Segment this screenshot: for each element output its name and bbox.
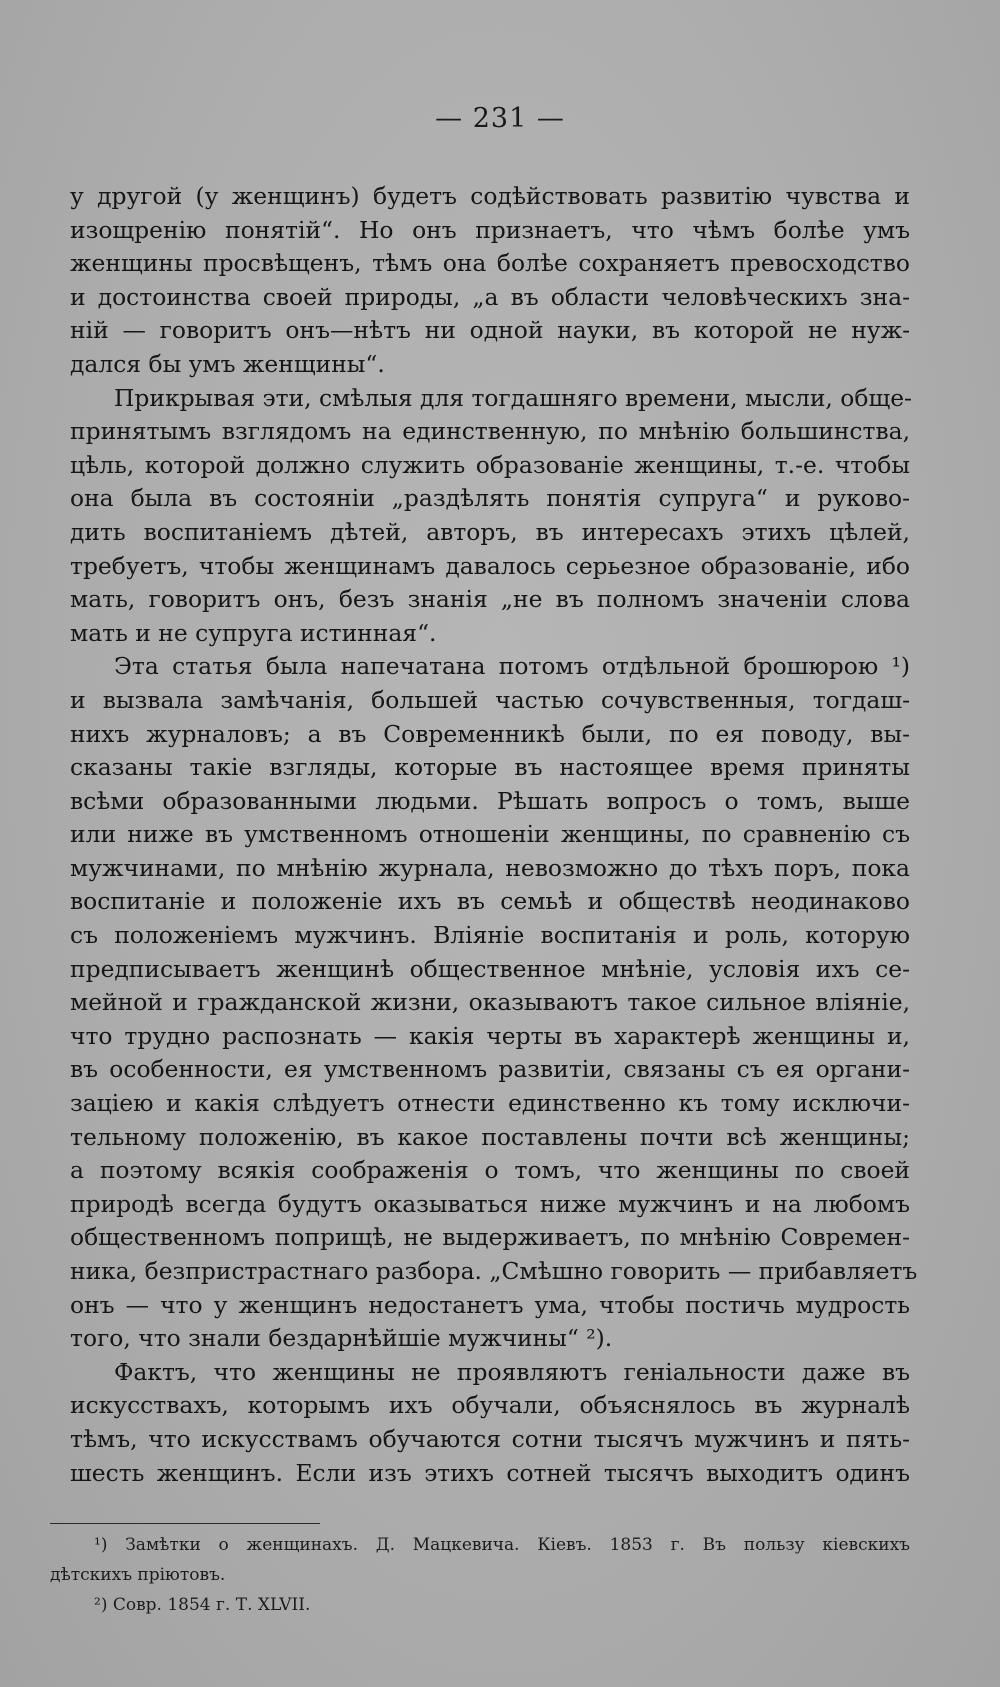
text-line: мать и не супруга истинная“. [70,618,437,647]
text-line: природѣ всегда будутъ оказываться ниже мужчинъ и на любомъ [70,1189,910,1218]
footnote-divider [50,1523,320,1524]
paragraph [70,180,910,382]
text-line: ній — говоритъ онъ—нѣтъ ни одной науки, въ которой не нуж- [70,316,910,345]
text-line: того, что знали бездарнѣйшіе мужчины“ ²). [70,1324,613,1353]
text-line: цѣль, которой должно служить образованіе женщины, т.-е. чтобы [70,450,910,479]
text-line: мужчинами, по мнѣнію журнала, невозможно до тѣхъ поръ, пока [70,853,910,882]
text-line: дить воспитаніемъ дѣтей, авторъ, въ интересахъ этихъ цѣлей, [70,517,910,546]
text-line: мейной и гражданской жизни, оказываютъ такое сильное вліяніе, [70,988,910,1017]
text-line: она была въ состояніи „раздѣлять понятія супруга“ и руково- [70,484,910,513]
text-line: онъ — что у женщинъ недостанетъ ума, чтобы постичь мудрость [70,1290,910,1319]
footnote-1-continuation: дѣтскихъ пріютовъ. [50,1565,226,1585]
text-line: съ положеніемъ мужчинъ. Вліяніе воспитанія и роль, которую [70,921,910,950]
text-line: Фактъ, что женщины не проявляютъ геніальности даже въ [114,1357,910,1386]
footnotes [50,1530,910,1620]
text-line: тѣмъ, что искусствамъ обучаются сотни тысячъ мужчинъ и пять- [70,1424,910,1453]
text-line: искусствахъ, которымъ ихъ обучали, объяснялось въ журналѣ [70,1391,910,1420]
text-line: дался бы умъ женщины“. [70,349,385,378]
text-line: ника, безпристрастнаго разбора. „Смѣшно говорить — прибавляетъ [70,1257,918,1285]
body-text [70,180,918,1490]
text-line: принятымъ взглядомъ на единственную, по мнѣнію большинства, [70,417,910,446]
text-line: требуетъ, чтобы женщинамъ давалось серьезное образованіе, ибо [70,551,910,580]
text-line: у другой (у женщинъ) будетъ содѣйствовать развитію чувства и [70,182,910,210]
text-line: изощренію понятій“. Но онъ признаетъ, что чѣмъ болѣе умъ [70,215,910,244]
page-number: — 231 — [435,103,565,134]
text-line: заціею и какія слѣдуетъ отнести единственно къ тому исключи- [70,1089,910,1118]
paragraph [70,1356,910,1490]
footnote-1: ¹) Замѣтки о женщинахъ. Д. Мацкевича. Кіевъ. 1853 г. Въ пользу кіевскихъ [94,1535,910,1555]
text-line: шесть женщинъ. Если изъ этихъ сотней тысячъ выходитъ одинъ [70,1458,910,1487]
paragraph [70,382,910,651]
text-line: что трудно распознать — какія черты въ характерѣ женщины и, [70,1021,910,1050]
footnote-2: ²) Совр. 1854 г. Т. XLVII. [94,1595,311,1615]
text-line: Прикрывая эти, смѣлыя для тогдашняго времени, мысли, обще- [114,383,912,412]
text-line: мать, говоритъ онъ, безъ знанія „не въ полномъ значеніи слова [70,585,910,614]
text-line: тельному положенію, въ какое поставлены почти всѣ женщины; [70,1122,910,1151]
paragraph [70,650,918,1355]
text-line: всѣми образованными людьми. Рѣшать вопросъ о томъ, выше [70,786,910,815]
text-line: предписываетъ женщинѣ общественное мнѣніе, условія ихъ се- [70,954,910,983]
text-line: нихъ журналовъ; а въ Современникѣ были, по ея поводу, вы- [70,719,910,748]
text-line: и вызвала замѣчанія, большей частью сочувственныя, тогдаш- [70,685,910,714]
text-line: Эта статья была напечатана потомъ отдѣльной брошюрою ¹) [114,652,910,681]
text-line: сказаны такіе взгляды, которые въ настоящее время приняты [70,753,910,782]
text-line: и достоинства своей природы, „а въ области человѣческихъ зна- [70,282,910,311]
text-line: женщины просвѣщенъ, тѣмъ она болѣе сохраняетъ превосходство [70,249,910,278]
text-line: а поэтому всякія соображенія о томъ, что женщины по своей [70,1156,910,1185]
text-line: въ особенности, ея умственномъ развитіи, связаны съ ея органи- [70,1055,910,1084]
text-line: или ниже въ умственномъ отношеніи женщины, по сравненію съ [70,820,910,849]
text-line: воспитаніе и положеніе ихъ въ семьѣ и обществѣ неодинаково [70,887,910,916]
text-line: общественномъ поприщѣ, не выдерживаетъ, по мнѣнію Современ- [70,1223,910,1252]
